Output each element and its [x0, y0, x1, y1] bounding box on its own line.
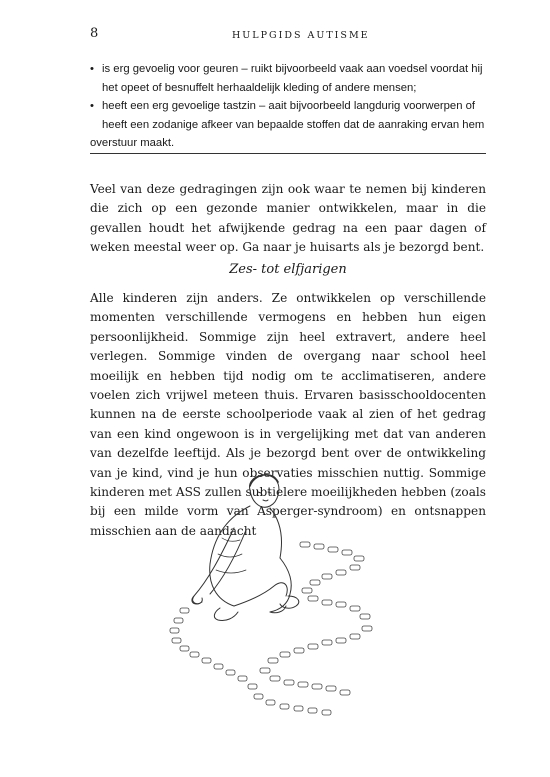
- symptom-box: [90, 60, 486, 154]
- child-lining-up-toy-cars-illustration: [150, 468, 390, 718]
- page-number: 8: [90, 26, 99, 41]
- list-item: • is erg gevoelig voor geuren – ruikt bijvoorbeeld vaak aan voedsel voordat hij het opeet of besnuffelt herhaaldelijk kleding of andere mensen;: [90, 60, 486, 97]
- running-head: HULPGIDS AUTISME: [232, 30, 370, 41]
- symptom-list: [90, 60, 486, 134]
- list-item-continuation: overstuur maakt.: [90, 137, 175, 150]
- body-paragraph: Veel van deze gedragingen zijn ook waar te nemen bij kinderen die zich op een gezonde manier ontwikkelen, maar in die gevallen houdt het afwijkende gedrag na een paar dagen of weken meestal weer op. Ga naar je huisarts als je bezorgd bent.: [90, 182, 486, 255]
- list-item: • heeft een erg gevoelige tastzin – aait bijvoorbeeld langdurig voorwerpen of heeft een zodanige afkeer van bepaalde stoffen dat de aanraking ervan hem: [90, 97, 486, 134]
- section-heading: Zes- tot elfjarigen: [229, 262, 347, 277]
- body-paragraph: Alle kinderen zijn anders. Ze ontwikkelen op verschillende momenten verschillende vermogens en hebben hun eigen persoonlijkheid. Sommige zijn heel extravert, andere heel verlegen. Sommige vinden de overgang naar school heel moeilijk en hebben tijd nodig om te acclimatiseren, andere voelen zich vrijwel meteen thuis. Ervaren basisschooldocenten kunnen na de eerste schoolperiode vaak al zien of het gedrag van een kind ongewoon is in vergelijking met dat van anderen van dezelfde leeftijd. Als je bezorgd bent over de ontwikkeling van je kind, vind je hun observaties misschien nuttig. Sommige kinderen met ASS zullen subtielere moeilijkheden hebben (zoals bij een milde vorm van Asperger-syndroom) en ontsnappen misschien aan de aandacht: [90, 291, 486, 538]
